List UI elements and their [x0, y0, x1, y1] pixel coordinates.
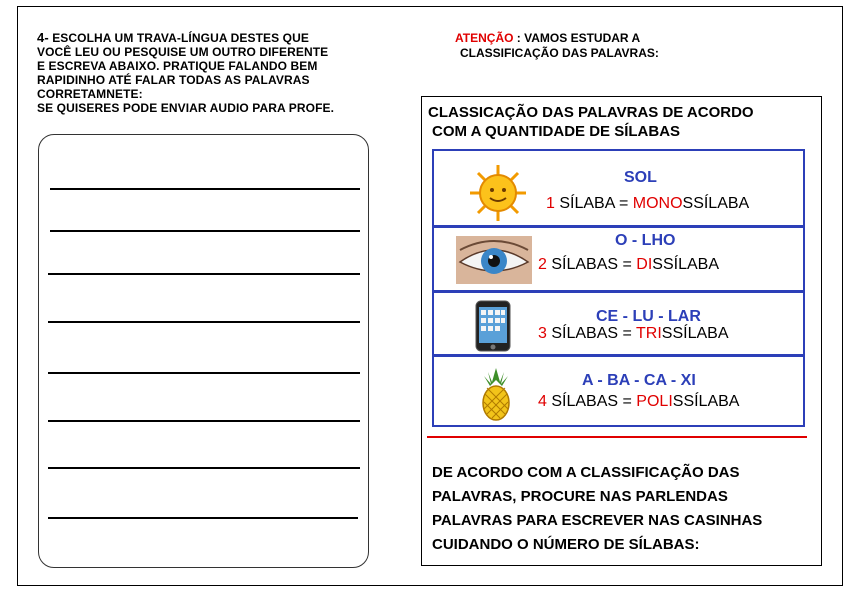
eye-icon [456, 236, 532, 284]
instruction-line: ESCOLHA UM TRAVA-LÍNGUA DESTES QUE [52, 31, 309, 45]
rule-monossilaba: 1 SÍLABA = MONOSSÍLABA [546, 195, 750, 212]
writing-line [48, 467, 360, 469]
instruction-line: SE QUISERES PODE ENVIAR AUDIO PARA PROFE. [37, 101, 335, 115]
writing-line [48, 420, 360, 422]
word-abacaxi: A - BA - CA - XI [582, 372, 696, 389]
attention-text: : VAMOS ESTUDAR A [516, 31, 641, 45]
writing-line [48, 273, 360, 275]
attention-text: CLASSIFICAÇÃO DAS PALAVRAS: [460, 46, 659, 60]
sun-icon [468, 163, 528, 223]
instructions [37, 31, 397, 115]
writing-line [48, 372, 360, 374]
writing-line [48, 321, 360, 323]
instruction-line: CORRETAMNETE: [37, 87, 143, 101]
rule-dissilaba: 2 SÍLABAS = DISSÍLABA [538, 256, 719, 273]
writing-line [48, 517, 358, 519]
instruction-line: E ESCREVA ABAIXO. PRATIQUE FALANDO BEM [37, 59, 318, 73]
word-sol: SOL [624, 169, 657, 186]
classification-title: CLASSICAÇÃO DAS PALAVRAS DE ACORDO COM A QUANTIDADE DE SÍLABAS [428, 104, 754, 140]
phone-icon [475, 300, 511, 352]
instruction-line: RAPIDINHO ATÉ FALAR TODAS AS PALAVRAS [37, 73, 310, 87]
bottom-instructions: DE ACORDO COM A CLASSIFICAÇÃO DAS PALAVRAS, PROCURE NAS PARLENDAS PALAVRAS PARA ESCREVER NAS CASINHAS CUIDANDO O NÚMERO DE SÍLABAS: [432, 464, 763, 553]
attention-label: ATENÇÃO [455, 31, 514, 45]
row-separator [434, 225, 805, 228]
word-olho: O - LHO [615, 232, 676, 249]
attention-note [455, 31, 659, 61]
row-separator [434, 354, 805, 357]
rule-polissilaba: 4 SÍLABAS = POLISSÍLABA [538, 393, 740, 410]
exercise-number: 4- [37, 30, 49, 45]
writing-line [50, 188, 360, 190]
pineapple-icon [478, 366, 514, 421]
rule-trissilaba: 3 SÍLABAS = TRISSÍLABA [538, 325, 729, 342]
writing-line [50, 230, 360, 232]
word-celular: CE - LU - LAR [596, 308, 701, 325]
row-separator [434, 290, 805, 293]
red-divider [427, 436, 807, 438]
writing-area[interactable] [38, 134, 369, 568]
instruction-line: VOCÊ LEU OU PESQUISE UM OUTRO DIFERENTE [37, 45, 329, 59]
